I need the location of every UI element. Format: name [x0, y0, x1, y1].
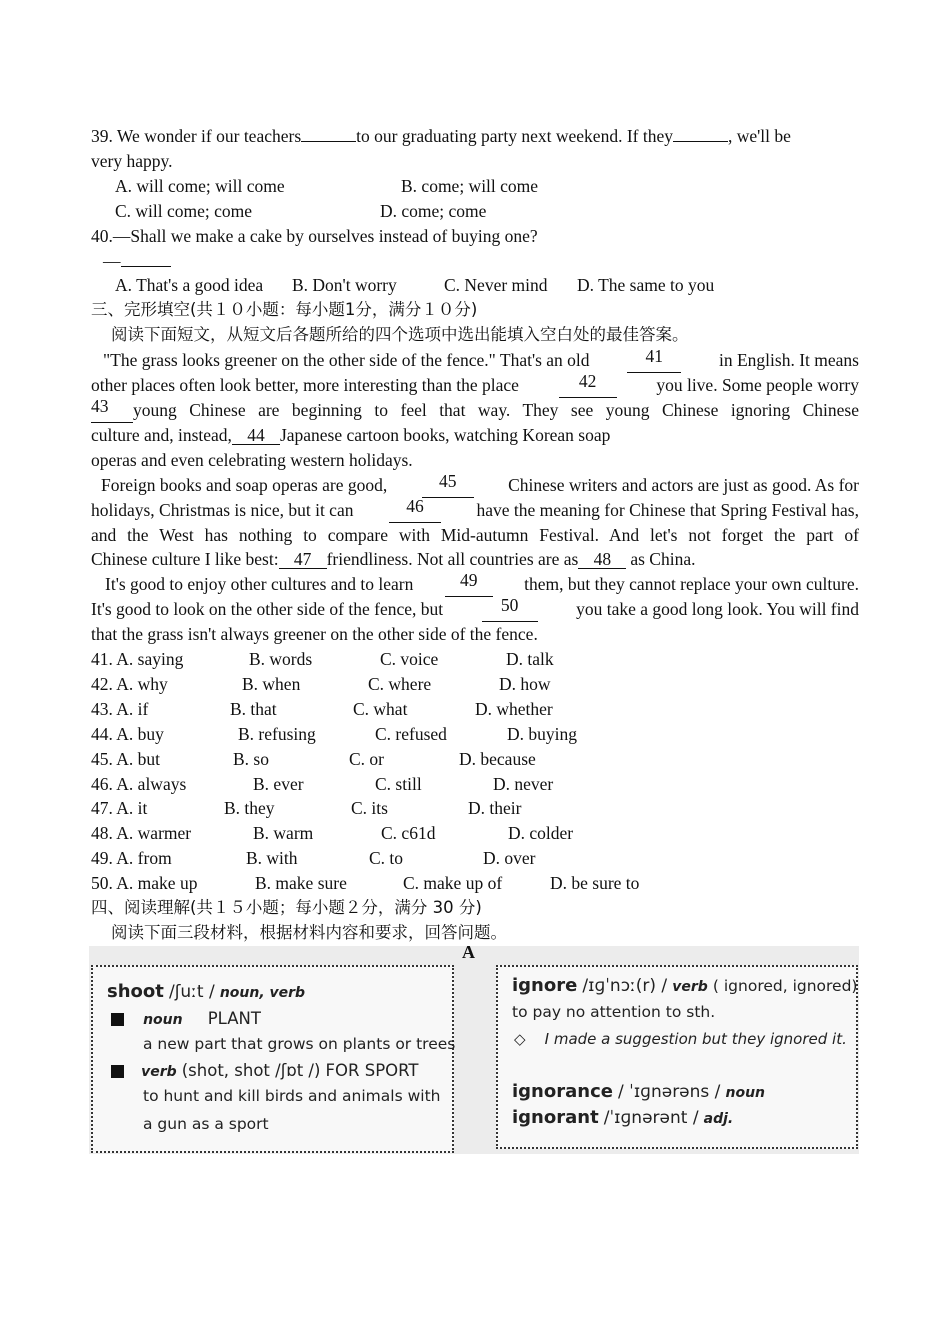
blank — [301, 141, 356, 142]
ignore-def: to pay no attention to sth. — [512, 1003, 716, 1021]
options-44: 44. A. buy B. refusing C. refused D. buying — [91, 723, 577, 744]
passage-line: "The grass looks greener on the other side of the fence." That's an old 41 in English. It means — [91, 348, 859, 373]
blank-45: 45 — [422, 473, 474, 498]
ignore-headword-line: ignore /ɪɡˈnɔː(r) / verb ( ignored, ignored) — [512, 975, 858, 996]
dictionary-card-ignore — [496, 965, 858, 1149]
option-c: C. will come; come — [115, 200, 253, 221]
options-46: 46. A. always B. ever C. still D. never — [91, 773, 554, 794]
passage-line: other places often look better, more interesting than the place 42 you live. Some people worry — [91, 373, 859, 398]
section-3-instruction: 阅读下面短文，从短文后各题所给的四个选项中选出能填入空白处的最佳答案。 — [111, 325, 689, 345]
option-b: B. come; will come — [401, 175, 539, 196]
ignorance-line: ignorance / ˈɪɡnərəns / noun — [512, 1081, 766, 1102]
blank-43: 43 — [91, 398, 133, 423]
question-40-options — [91, 273, 859, 298]
options-45: 45. A. but B. so C. or D. because — [91, 748, 536, 769]
ignore-example-line: ◇ I made a suggestion but they ignored it. — [514, 1030, 847, 1048]
blank — [673, 141, 728, 142]
option-c: C. Never mind — [444, 275, 548, 296]
passage-line: 43 young Chinese are beginning to feel that way. They see young Chinese ignoring Chinese — [91, 398, 859, 423]
blank-49: 49 — [445, 572, 493, 597]
options-47: 47. A. it B. they C. its D. their — [91, 798, 522, 819]
options-41: 41. A. saying B. words C. voice D. talk — [91, 649, 554, 670]
passage-line: holidays, Christmas is nice, but it can 46 have the meaning for Chinese that Spring Festival has, — [91, 498, 859, 523]
options-42: 42. A. why B. when C. where D. how — [91, 673, 551, 694]
option-b: B. Don't worry — [292, 275, 397, 296]
blank-50: 50 — [482, 597, 538, 622]
question-40-response: — — [91, 249, 859, 274]
shoot-noun-def: a new part that grows on plants or trees — [143, 1035, 456, 1053]
passage-line: and the West has nothing to compare with Mid-autumn Festival. And let's not forget the part of — [91, 524, 859, 545]
shoot-headword-line: shoot /ʃuːt / noun, verb — [107, 981, 306, 1002]
options-50: 50. A. make up B. make sure C. make up of D. be sure to — [91, 873, 640, 894]
passage-line: that the grass isn't always greener on the other side of the fence. — [91, 624, 538, 645]
option-d: D. come; come — [380, 200, 487, 221]
blank-44: 44 — [232, 427, 280, 445]
dictionary-card-shoot — [91, 965, 454, 1153]
passage-line: operas and even celebrating western holidays. — [91, 449, 413, 470]
option-a: A. That's a good idea — [115, 275, 264, 296]
passage-line: It's good to enjoy other cultures and to learn 49 them, but they cannot replace your own culture. — [91, 572, 859, 597]
passage-line: It's good to look on the other side of the fence, but 50 you take a good long look. You will find — [91, 597, 859, 622]
question-39-line1: 39. We wonder if our teachers to our graduating party next weekend. If they , we'll be — [91, 126, 791, 146]
shoot-verb-line: verb (shot, shot /ʃɒt /) FOR SPORT — [111, 1061, 418, 1080]
diamond-icon: ◇ — [514, 1030, 526, 1048]
section-3-title: 三、完形填空(共１０小题：每小题1分，满分１０分) — [91, 300, 478, 320]
material-label-a: A — [462, 942, 475, 962]
section-4-instruction: 阅读下面三段材料，根据材料内容和要求，回答问题。 — [111, 923, 507, 942]
blank-42: 42 — [559, 373, 617, 398]
option-d: D. The same to you — [577, 275, 715, 296]
question-39-options-cd — [91, 199, 859, 224]
blank — [121, 266, 171, 267]
question-39-line2: very happy. — [91, 150, 173, 171]
ignorant-line: ignorant /ˈɪɡnərənt / adj. — [512, 1107, 734, 1128]
options-49: 49. A. from B. with C. to D. over — [91, 848, 536, 869]
blank-41: 41 — [627, 348, 681, 373]
passage-line: Foreign books and soap operas are good, 45 Chinese writers and actors are just as good. As for — [91, 473, 859, 498]
passage-line: culture and, instead, 44 Japanese cartoon books, watching Korean soap — [91, 424, 611, 445]
question-40: 40.—Shall we make a cake by ourselves instead of buying one? — [91, 225, 538, 246]
options-43: 43. A. if B. that C. what D. whether — [91, 698, 553, 719]
options-48: 48. A. warmer B. warm C. c61d D. colder — [91, 823, 574, 844]
option-a: A. will come; will come — [115, 175, 285, 196]
shoot-verb-def2: a gun as a sport — [143, 1115, 269, 1133]
question-39-options-ab — [91, 174, 859, 199]
section-4-title: 四、阅读理解(共１５小题；每小题２分，满分 30 分) — [91, 898, 482, 918]
shoot-verb-def1: to hunt and kill birds and animals with — [143, 1087, 441, 1105]
bullet-square-icon — [111, 1065, 124, 1078]
exam-page — [91, 124, 859, 946]
bullet-square-icon — [111, 1013, 124, 1026]
blank-48: 48 — [578, 551, 626, 569]
shoot-noun-line: noun PLANT — [111, 1009, 261, 1028]
blank-46: 46 — [389, 498, 441, 523]
blank-47: 47 — [279, 551, 327, 569]
passage-line: Chinese culture I like best: 47 friendliness. Not all countries are as 48 as China. — [91, 549, 696, 570]
